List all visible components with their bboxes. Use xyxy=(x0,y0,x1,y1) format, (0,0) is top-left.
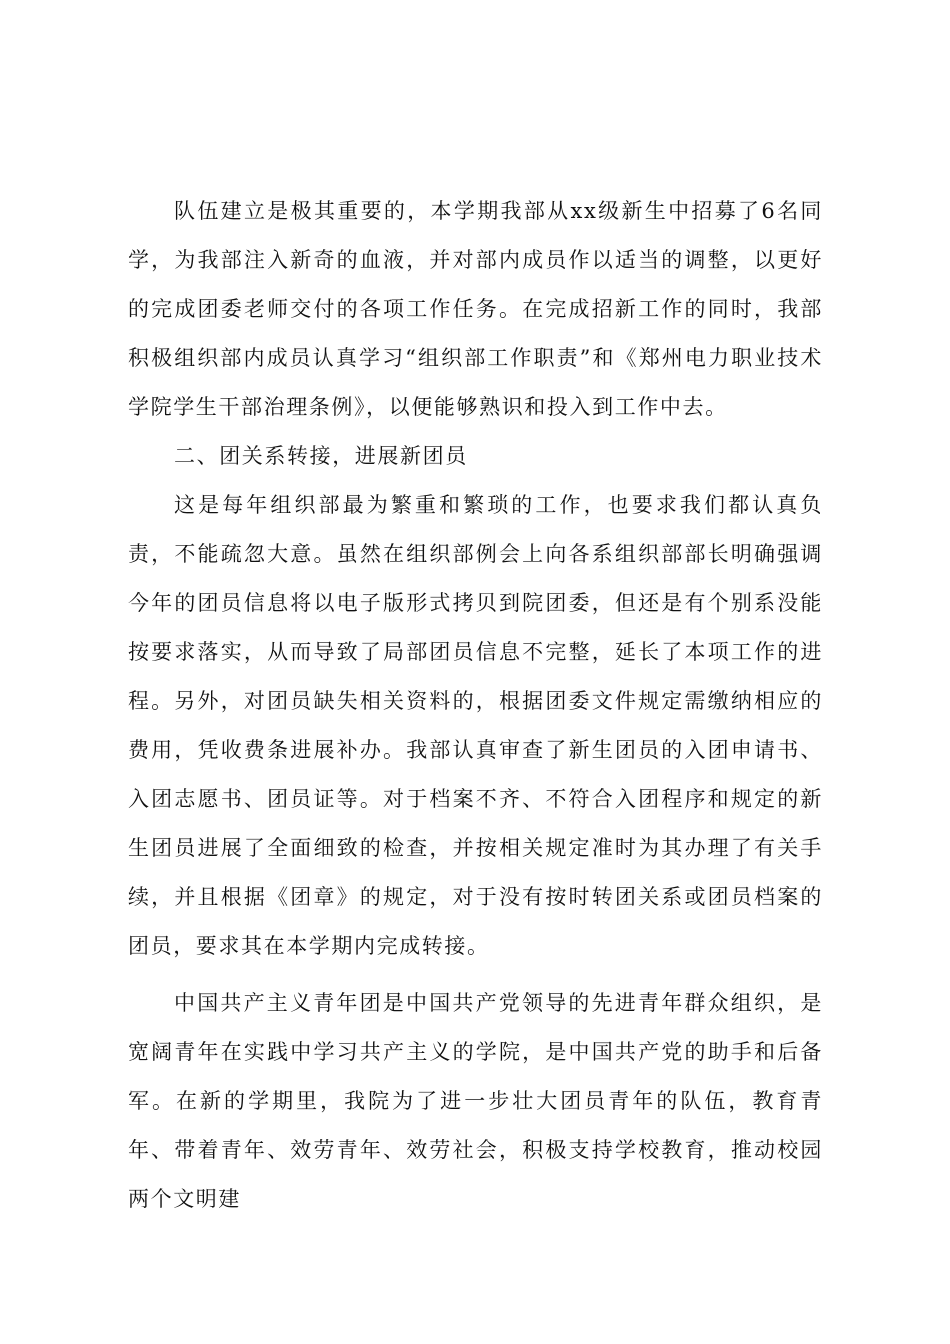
paragraph-team-building: 队伍建立是极其重要的，本学期我部从xx级新生中招募了6名同学，为我部注入新奇的血液，并对部内成员作以适当的调整，以更好的完成团委老师交付的各项工作任务。在完成招新工作的同时，我部积极组织部内成员认真学习“组织部工作职责”和《郑州电力职业技术学院学生干部治理条例》，以便能够熟识和投入到工作中去。 xyxy=(128,199,823,419)
document-body xyxy=(128,187,823,1224)
section-heading-league-transfer: 二、团关系转接，进展新团员 xyxy=(174,444,468,468)
paragraph-league-transfer: 这是每年组织部最为繁重和繁琐的工作，也要求我们都认真负责，不能疏忽大意。虽然在组织部例会上向各系组织部部长明确强调今年的团员信息将以电子版形式拷贝到院团委，但还是有个别系没能按要求落实，从而导致了局部团员信息不完整，延长了本项工作的进程。另外，对团员缺失相关资料的，根据团委文件规定需缴纳相应的费用，凭收费条进展补办。我部认真审查了新生团员的入团申请书、入团志愿书、团员证等。对于档案不齐、不符合入团程序和规定的新生团员进展了全面细致的检查，并按相关规定准时为其办理了有关手续，并且根据《团章》的规定，对于没有按时转团关系或团员档案的团员，要求其在本学期内完成转接。 xyxy=(128,493,823,958)
paragraph-youth-league-intro: 中国共产主义青年团是中国共产党领导的先进青年群众组织，是宽阔青年在实践中学习共产主义的学院，是中国共产党的助手和后备军。在新的学期里，我院为了进一步壮大团员青年的队伍，教育青年、带着青年、效劳青年、效劳社会，积极支持学校教育，推动校园两个文明建 xyxy=(128,991,823,1211)
